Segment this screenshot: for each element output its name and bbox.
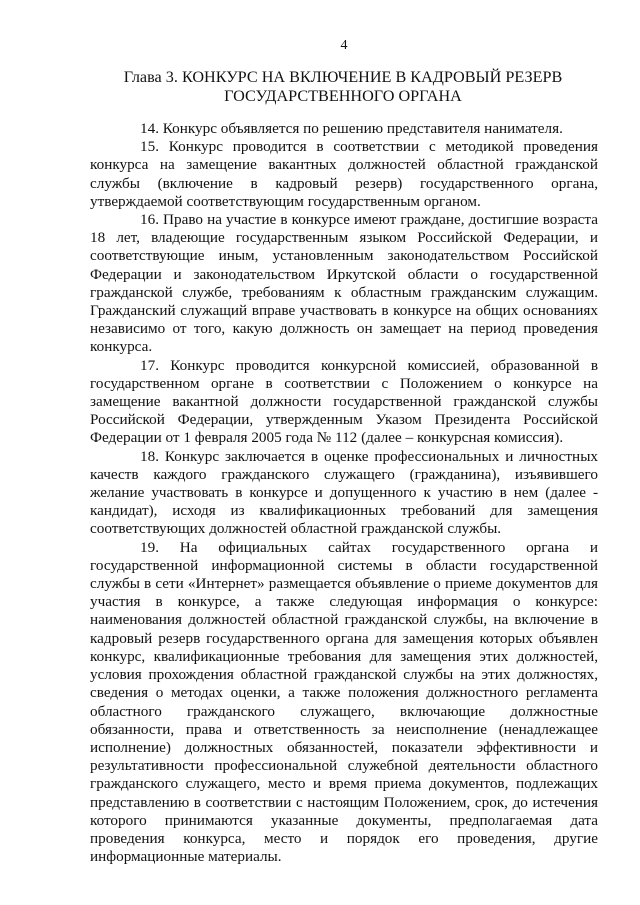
paragraph-15: 15. Конкурс проводится в соответствии с методикой проведения конкурса на замещение вакантных должностей областной гражданской службы (включение в кадровый резерв) государственного органа, утверждаемой соответствующим государственным органом. [90, 138, 598, 210]
chapter-title [88, 68, 598, 106]
paragraph-18: 18. Конкурс заключается в оценке профессиональных и личностных качеств каждого гражданского служащего (гражданина), изъявившего желание участвовать в конкурсе и допущенного к участию в нем (далее - кандидат), исходя из квалификационных требований для замещения соответствующих должностей областной гражданской службы. [90, 447, 598, 538]
chapter-title-line-2: ГОСУДАРСТВЕННОГО ОРГАНА [224, 87, 462, 105]
paragraph-14: 14. Конкурс объявляется по решению представителя нанимателя. [140, 120, 563, 137]
chapter-title-line-1: Глава 3. КОНКУРС НА ВКЛЮЧЕНИЕ В КАДРОВЫЙ РЕЗЕРВ [123, 68, 563, 86]
paragraph-17: 17. Конкурс проводится конкурсной комиссией, образованной в государственном органе в соответствии с Положением о конкурсе на замещение вакантной должности государственной гражданской службы Российской Федерации, утвержденным Указом Президента Российской Федерации от 1 февраля 2005 года № 112 (далее – конкурсная комиссия). [90, 356, 598, 447]
page-number: 4 [340, 38, 348, 53]
chapter-body [90, 120, 598, 866]
paragraph-16: 16. Право на участие в конкурсе имеют граждане, достигшие возраста 18 лет, владеющие государственным языком Российской Федерации, и соответствующие иным, установленным законодательством Российской Федерации и законодательством Иркутской области о государственной гражданской службе, требованиям к областным гражданским служащим. Гражданский служащий вправе участвовать в конкурсе на общих основаниях независимо от того, какую должность он замещает на период проведения конкурса. [90, 211, 598, 356]
paragraph-19: 19. На официальных сайтах государственного органа и государственной информационной системы в области государственной службы в сети «Интернет» размещается объявление о приеме документов для участия в конкурсе, а также следующая информация о конкурсе: наименования должностей областной гражданской службы, на включение в кадровый резерв государственного органа для замещения которых объявлен конкурс, квалификационные требования для замещения этих должностей, условия прохождения областной гражданской службы на этих должностях, сведения о методах оценки, а также положения должностного регламента областного гражданского служащего, включающие должностные обязанности, права и ответственность за неисполнение (ненадлежащее исполнение) должностных обязанностей, показатели эффективности и результативности профессиональной служебной деятельности областного гражданского служащего, место и время приема документов, подлежащих представлению в соответствии с настоящим Положением, срок, до истечения которого принимаются указанные документы, предполагаемая дата проведения конкурса, место и порядок его проведения, другие информационные материалы. [90, 538, 598, 866]
